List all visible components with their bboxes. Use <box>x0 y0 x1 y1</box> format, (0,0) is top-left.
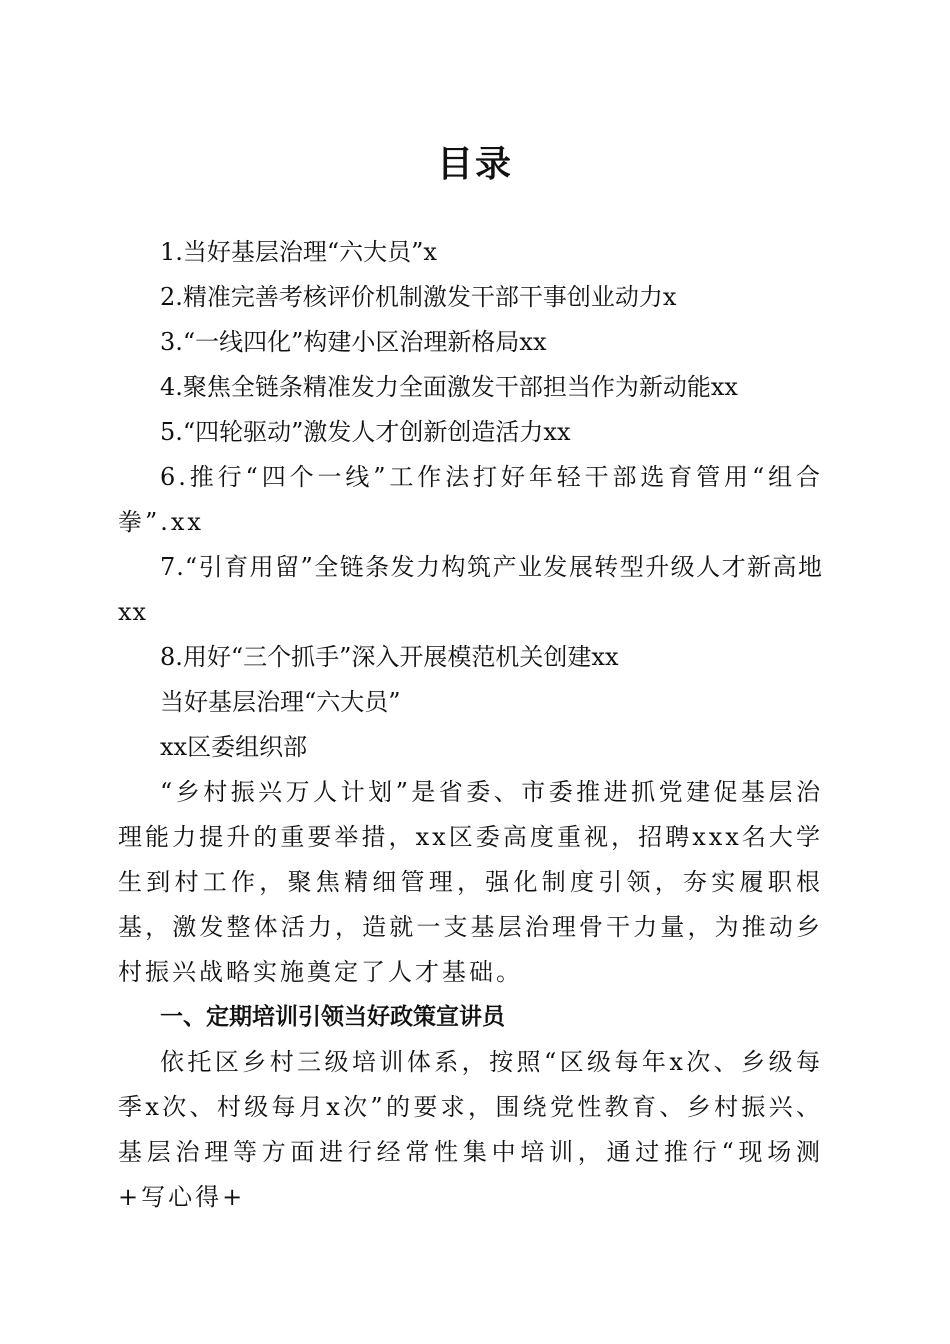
toc-item-2[interactable]: 2.精准完善考核评价机制激发干部干事创业动力x <box>160 283 677 311</box>
section-heading-1: 一、定期培训引领当好政策宣讲员 <box>160 1004 505 1030</box>
article-author: xx区委组织部 <box>160 733 308 761</box>
article-title: 当好基层治理“六大员” <box>160 688 401 716</box>
toc-title: 目录 <box>436 144 513 185</box>
toc-item-8[interactable]: 8.用好“三个抓手”深入开展模范机关创建xx <box>160 643 619 671</box>
article-intro: “乡村振兴万人计划”是省委、市委推进抓党建促基层治理能力提升的重要举措，xx区委高度重视，招聘xxx名大学生到村工作，聚焦精细管理，强化制度引领，夯实履职根基，激发整体活力，造就一支基层治理骨干力量，为推动乡村振兴战略实施奠定了人才基础。 <box>118 778 823 986</box>
toc-item-5[interactable]: 5.“四轮驱动”激发人才创新创造活力xx <box>160 418 571 446</box>
toc-item-3[interactable]: 3.“一线四化”构建小区治理新格局xx <box>160 328 547 356</box>
toc-item-1[interactable]: 1.当好基层治理“六大员”x <box>160 238 437 266</box>
toc-item-6[interactable]: 6.推行“四个一线”工作法打好年轻干部选育管用“组合拳”.xx <box>118 463 823 536</box>
toc-item-4[interactable]: 4.聚焦全链条精准发力全面激发干部担当作为新动能xx <box>160 373 738 401</box>
document-content <box>118 230 823 1220</box>
toc-item-7[interactable]: 7.“引育用留”全链条发力构筑产业发展转型升级人才新高地xx <box>118 553 823 626</box>
section-body-1: 依托区乡村三级培训体系，按照“区级每年x次、乡级每季x次、村级每月x次”的要求，围绕党性教育、乡村振兴、基层治理等方面进行经常性集中培训，通过推行“现场测+写心得+ <box>118 1048 823 1211</box>
